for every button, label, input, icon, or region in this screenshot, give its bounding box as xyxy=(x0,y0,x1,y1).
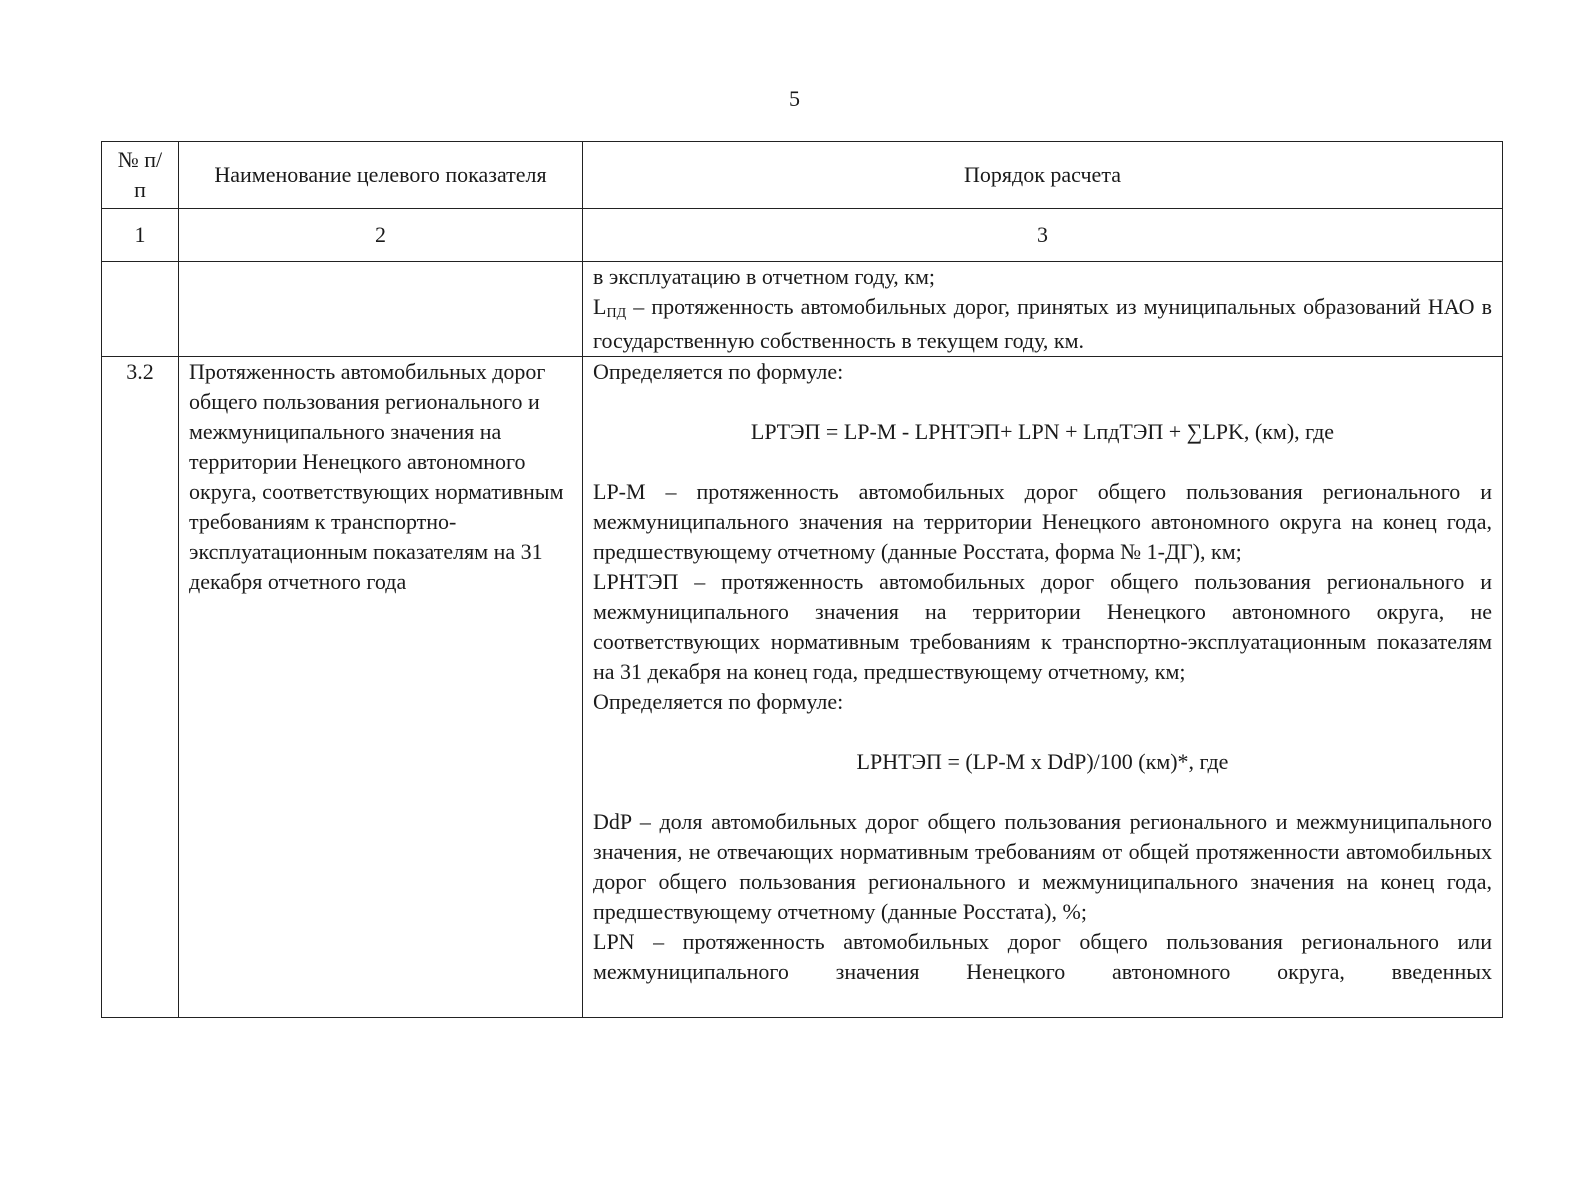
header-indicator-name: Наименование целевого показателя xyxy=(179,142,583,209)
definition-lpd xyxy=(593,292,1492,356)
formula-lpntep: LPНТЭП = (LP-M x DdP)/100 (км)*, где xyxy=(856,749,1229,774)
header-number: № п/п xyxy=(102,142,179,209)
column-number-1: 1 xyxy=(102,209,179,262)
cell-empty-number xyxy=(102,262,179,357)
header-calculation: Порядок расчета xyxy=(583,142,1503,209)
row-number: 3.2 xyxy=(102,357,179,1018)
definition-lpn-line-2: межмуниципального значения Ненецкого автономного округа, введенных xyxy=(593,959,1492,984)
lpd-symbol: L xyxy=(593,294,607,319)
column-number-row xyxy=(102,209,1503,262)
calculation-cell xyxy=(583,357,1503,1018)
definition-lpm: LP-M – протяженность автомобильных дорог общего пользования регионального и межмуниципального значения на территории Ненецкого автономного округа на конец года, предшествующему отчетному (данные Росстата, форма № 1-ДГ), км; xyxy=(593,479,1492,564)
page-number: 5 xyxy=(789,86,800,111)
formula-intro-2: Определяется по формуле: xyxy=(593,689,844,714)
indicator-table xyxy=(101,141,1503,1018)
lpd-subscript: ПД xyxy=(606,306,627,321)
column-number-3: 3 xyxy=(583,209,1503,262)
formula-intro-1: Определяется по формуле: xyxy=(593,359,844,384)
table-row-3-2 xyxy=(102,357,1503,1018)
continuation-line: в эксплуатацию в отчетном году, км; xyxy=(593,264,936,289)
definition-lpntep: LPНТЭП – протяженность автомобильных дорог общего пользования регионального и межмуниципального значения на территории Ненецкого автономного округа, не соответствующих нормативным требованиям к транспортно-эксплуатационным показателям на 31 декабря на конец года, предшествующему отчетному, км; xyxy=(593,569,1492,684)
cell-continuation xyxy=(583,262,1503,357)
column-number-2: 2 xyxy=(179,209,583,262)
table-row-continuation xyxy=(102,262,1503,357)
indicator-name: Протяженность автомобильных дорог общего пользования регионального и межмуниципального значения на территории Ненецкого автономного округа, соответствующих нормативным требованиям к транспортно-эксплуатационным показателям на 31 декабря отчетного года xyxy=(179,357,583,1018)
definition-lpn-line-1: LPN – протяженность автомобильных дорог общего пользования регионального или xyxy=(593,929,1492,954)
cell-empty-name xyxy=(179,262,583,357)
lpd-text: – протяженность автомобильных дорог, принятых из муниципальных образований НАО в государственную собственность в текущем году, км. xyxy=(593,294,1492,353)
table-header-row xyxy=(102,142,1503,209)
definition-ddp: DdP – доля автомобильных дорог общего пользования регионального и межмуниципального значения, не отвечающих нормативным требованиям от общей протяженности автомобильных дорог общего пользования регионального и межмуниципального значения на конец года, предшествующему отчетному (данные Росстата), %; xyxy=(593,809,1492,924)
formula-ltep: LPТЭП = LP-M - LPНТЭП+ LPN + LпдТЭП + ∑LPK, (км), где xyxy=(750,419,1335,444)
